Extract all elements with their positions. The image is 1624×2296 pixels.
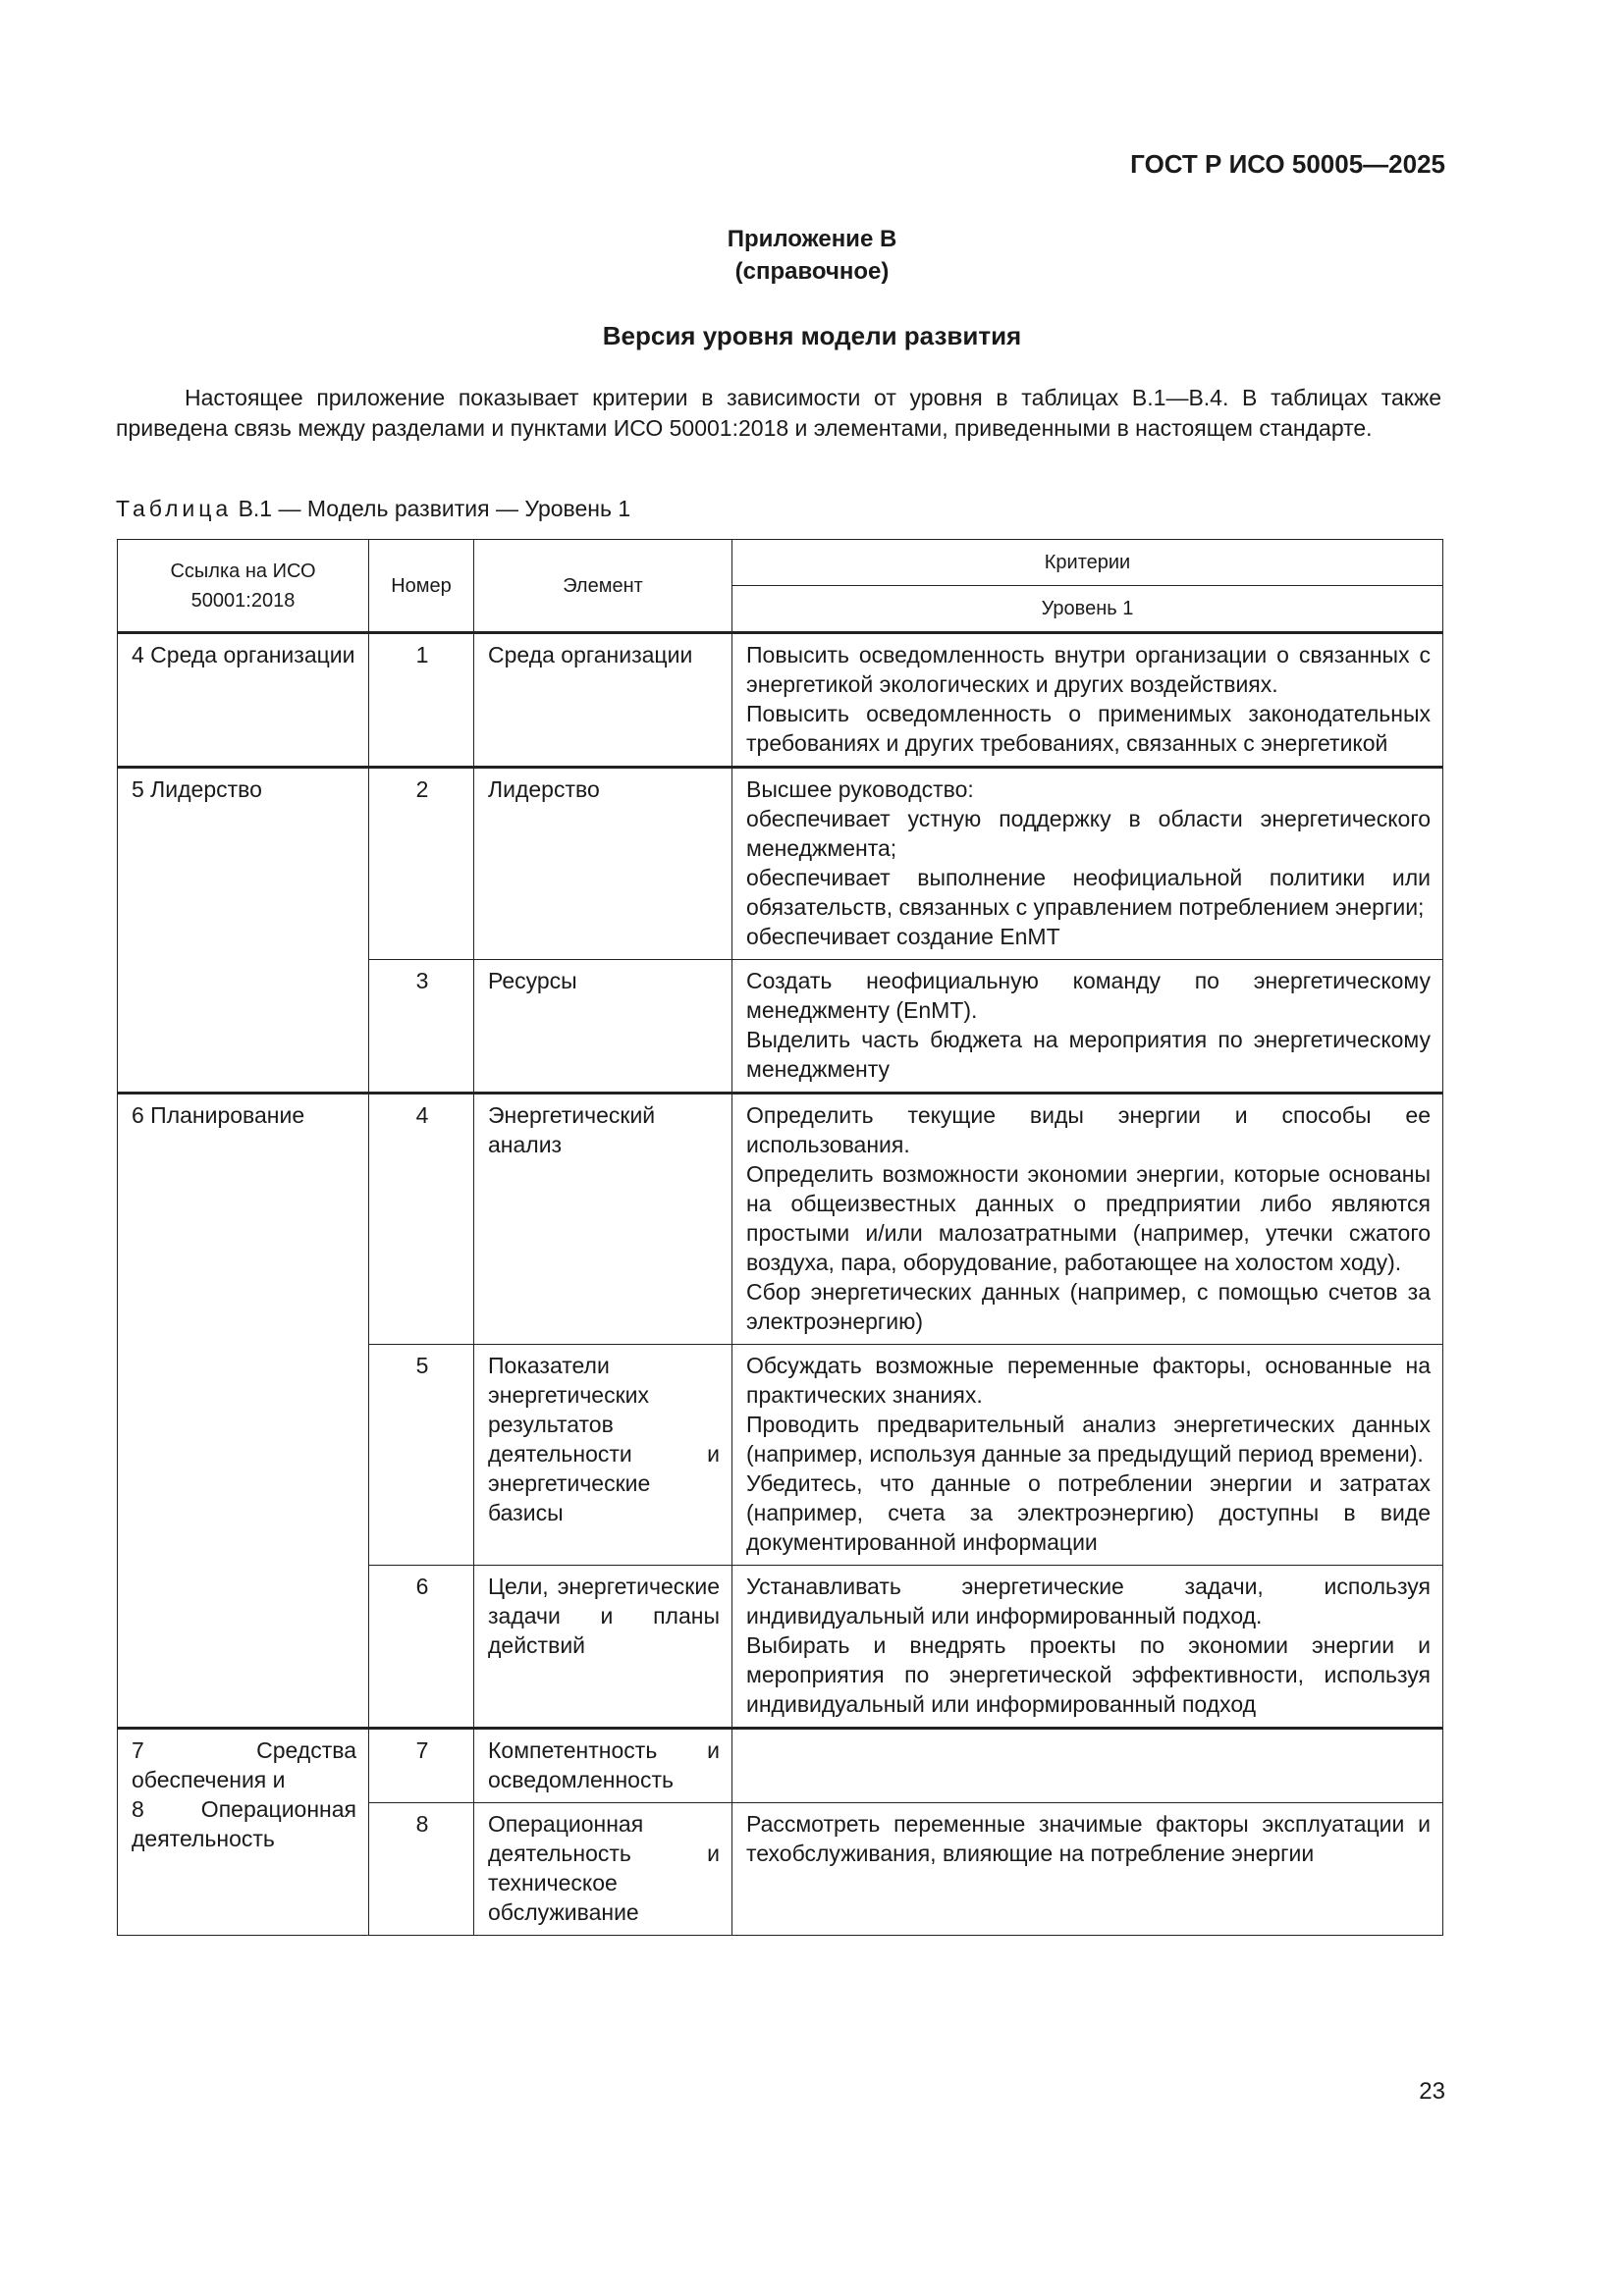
table-caption-text: В.1 — Модель развития — Уровень 1	[238, 496, 631, 521]
criteria-cell	[732, 768, 1443, 960]
criteria-line: Высшее руководство:	[746, 776, 974, 802]
header-reference: Ссылка на ИСО 50001:2018	[118, 540, 369, 633]
number-cell: 6	[369, 1566, 474, 1729]
criteria-line: Определить текущие виды энергии и способы ее использования.	[746, 1102, 1431, 1157]
number-cell: 1	[369, 633, 474, 768]
number-cell: 3	[369, 960, 474, 1094]
element-cell: Компетентность и осведомленность	[474, 1729, 732, 1803]
criteria-line: обеспечивает выполнение неофициальной политики или обязательств, связанных с управлением потреблением энергии;	[746, 865, 1431, 920]
criteria-cell	[732, 1803, 1443, 1936]
reference-cell: 4 Среда организации	[118, 633, 369, 768]
criteria-line: обеспечивает устную поддержку в области энергетического менеджмента;	[746, 806, 1431, 861]
header-criteria: Критерии	[732, 540, 1443, 586]
criteria-line: Определить возможности экономии энергии, которые основаны на общеизвестных данных о предприятии либо являются простыми и/или малозатратными (например, утечки сжатого воздуха, пара, оборудование, работающее на холостом ходу).	[746, 1161, 1431, 1275]
criteria-line: Повысить осведомленность внутри организации о связанных с энергетикой экологических и других воздействиях.	[746, 642, 1431, 697]
table-row	[118, 633, 1443, 768]
number-cell: 8	[369, 1803, 474, 1936]
section-title: Версия уровня модели развития	[602, 321, 1022, 350]
element-cell: Лидерство	[474, 768, 732, 960]
criteria-line: Обсуждать возможные переменные факторы, основанные на практических знаниях.	[746, 1353, 1431, 1408]
header-number: Номер	[369, 540, 474, 633]
element-cell: Цели, энергетические задачи и планы действий	[474, 1566, 732, 1729]
criteria-cell	[732, 1566, 1443, 1729]
criteria-cell	[732, 960, 1443, 1094]
table-row	[118, 1094, 1443, 1345]
element-cell: Показатели энергетических результатов деятельности и энергетические базисы	[474, 1345, 732, 1566]
table-row	[118, 768, 1443, 960]
element-cell: Ресурсы	[474, 960, 732, 1094]
criteria-line: Устанавливать энергетические задачи, используя индивидуальный или информированный подход.	[746, 1574, 1431, 1629]
element-cell: Энергетический анализ	[474, 1094, 732, 1345]
number-cell: 4	[369, 1094, 474, 1345]
table-row	[118, 1729, 1443, 1803]
criteria-cell	[732, 633, 1443, 768]
header-level: Уровень 1	[732, 586, 1443, 633]
number-cell: 7	[369, 1729, 474, 1803]
criteria-line: Убедитесь, что данные о потреблении энергии и затратах (например, счета за электроэнергию) доступны в виде документированной информации	[746, 1470, 1431, 1555]
reference-line: 8 Операционная деятельность	[132, 1796, 356, 1851]
element-cell: Среда организации	[474, 633, 732, 768]
criteria-line: Выделить часть бюджета на мероприятия по энергетическому менеджменту	[746, 1027, 1431, 1082]
criteria-cell	[732, 1094, 1443, 1345]
criteria-line: Создать неофициальную команду по энергетическому менеджменту (EnMT).	[746, 968, 1431, 1023]
maturity-table	[117, 539, 1443, 1936]
header-element: Элемент	[474, 540, 732, 633]
reference-line: 7 Средства обеспечения и	[132, 1737, 356, 1792]
appendix-title: Приложение В	[727, 226, 897, 252]
criteria-line: Выбирать и внедрять проекты по экономии энергии и мероприятия по энергетической эффективности, используя индивидуальный или информированный подход	[746, 1632, 1431, 1717]
table-caption-prefix: Таблица	[116, 496, 233, 521]
criteria-line: Рассмотреть переменные значимые факторы эксплуатации и техобслуживания, влияющие на потребление энергии	[746, 1811, 1431, 1866]
page-number: 23	[1419, 2078, 1445, 2105]
criteria-line: обеспечивает создание EnMT	[746, 924, 1060, 949]
criteria-cell	[732, 1345, 1443, 1566]
number-cell: 2	[369, 768, 474, 960]
element-cell: Операционная деятельность и техническое обслуживание	[474, 1803, 732, 1936]
reference-cell	[118, 1729, 369, 1936]
criteria-cell-empty	[732, 1729, 1443, 1803]
number-cell: 5	[369, 1345, 474, 1566]
reference-cell: 6 Планирование	[118, 1094, 369, 1729]
criteria-line: Сбор энергетических данных (например, с помощью счетов за электроэнергию)	[746, 1279, 1431, 1334]
standard-code: ГОСТ Р ИСО 50005—2025	[1130, 149, 1445, 179]
intro-paragraph	[116, 383, 1441, 444]
intro-text: Настоящее приложение показывает критерии в зависимости от уровня в таблицах В.1—В.4. В таблицах также приведена связь между разделами и пунктами ИСО 50001:2018 и элементами, приведенными в настоящем стандарте.	[116, 385, 1441, 441]
table-caption	[116, 496, 630, 522]
appendix-type: (справочное)	[734, 258, 890, 285]
criteria-line: Повысить осведомленность о применимых законодательных требованиях и других требованиях, связанных с энергетикой	[746, 701, 1431, 756]
criteria-line: Проводить предварительный анализ энергетических данных (например, используя данные за предыдущий период времени).	[746, 1412, 1431, 1467]
reference-cell: 5 Лидерство	[118, 768, 369, 1094]
